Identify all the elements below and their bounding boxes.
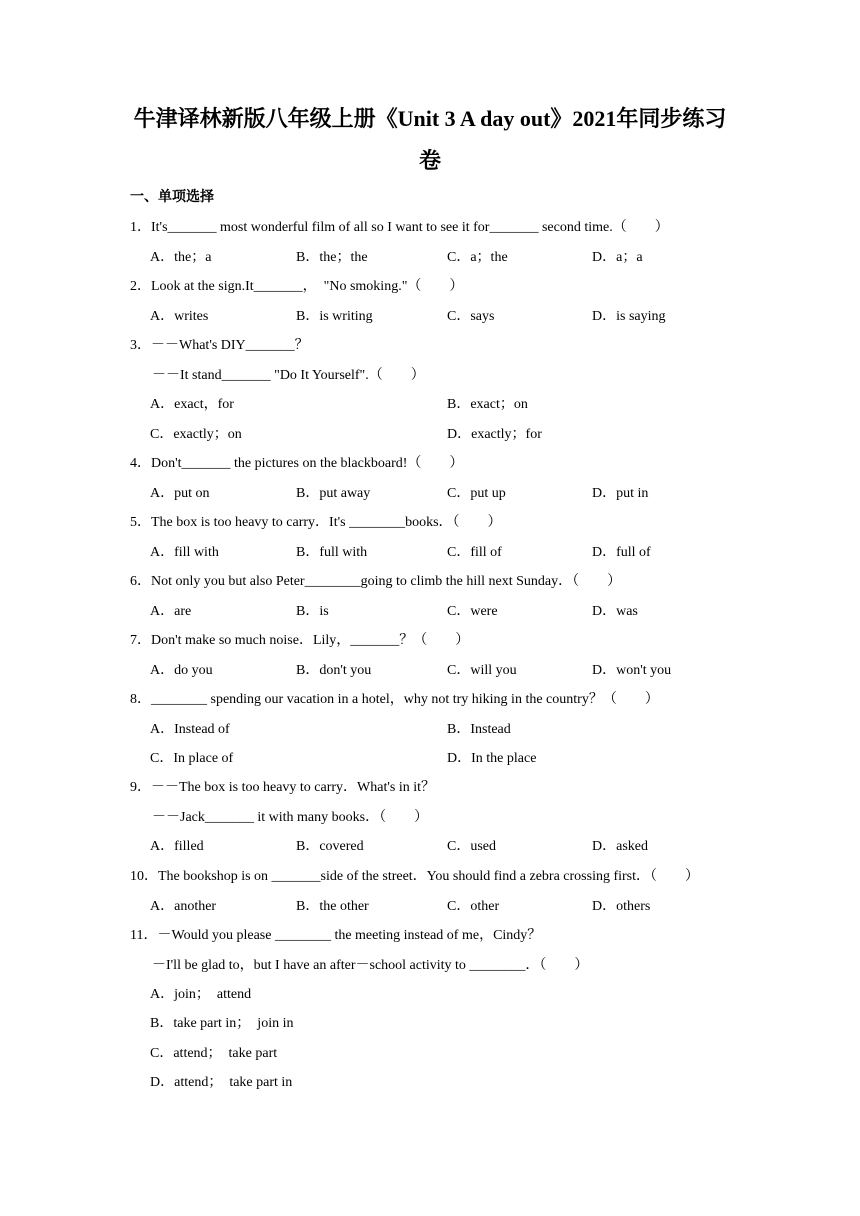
q2-option-a: A．writes	[150, 309, 209, 324]
q4-option-c: C．put up	[447, 486, 506, 501]
q7-option-c: C．will you	[447, 663, 517, 678]
question-10: 10．The bookshop is on _______side of the street．You should find a zebra crossing first．（ ）	[130, 869, 700, 884]
q3-option-d: D．exactly；for	[447, 427, 542, 442]
q9-option-d: D．asked	[592, 839, 648, 854]
q6-option-c: C．were	[447, 604, 498, 619]
q2-option-b: B．is writing	[296, 309, 373, 324]
q8-option-b: B．Instead	[447, 722, 511, 737]
q4-option-b: B．put away	[296, 486, 371, 501]
question-4: 4．Don't_______ the pictures on the blackboard!（ ）	[130, 456, 464, 471]
q1-option-a: A．the；a	[150, 250, 212, 265]
question-9-sub: －－Jack_______ it with many books．（ ）	[152, 810, 429, 825]
question-11: 11．－Would you please ________ the meeting instead of me，Cindy？	[130, 928, 542, 943]
q1-option-b: B．the；the	[296, 250, 368, 265]
question-9: 9．－－The box is too heavy to carry．What's in it？	[130, 780, 436, 795]
q5-option-a: A．fill with	[150, 545, 219, 560]
q1-option-d: D．a；a	[592, 250, 643, 265]
question-7: 7．Don't make so much noise．Lily，_______？（ ）	[130, 633, 470, 648]
q5-option-b: B．full with	[296, 545, 368, 560]
q7-option-b: B．don't you	[296, 663, 372, 678]
question-3-sub: －－It stand_______ "Do It Yourself".（ ）	[152, 368, 425, 383]
q2-option-d: D．is saying	[592, 309, 666, 324]
q6-option-a: A．are	[150, 604, 192, 619]
q8-option-c: C．In place of	[150, 751, 234, 766]
q11-option-b: B．take part in； join in	[150, 1016, 294, 1031]
q3-option-a: A．exact，for	[150, 397, 234, 412]
question-8: 8．________ spending our vacation in a hotel，why not try hiking in the country？（ ）	[130, 692, 659, 707]
q10-option-b: B．the other	[296, 899, 369, 914]
q7-option-d: D．won't you	[592, 663, 672, 678]
q5-option-d: D．full of	[592, 545, 651, 560]
q10-option-a: A．another	[150, 899, 217, 914]
question-2: 2．Look at the sign.It_______， "No smoking."（ ）	[130, 279, 464, 294]
q6-option-b: B．is	[296, 604, 329, 619]
q4-option-d: D．put in	[592, 486, 649, 501]
q2-option-c: C．says	[447, 309, 495, 324]
question-1: 1．It's_______ most wonderful film of all so I want to see it for_______ second time.（ ）	[130, 220, 669, 235]
document-title-continued: 卷	[418, 148, 441, 173]
question-6: 6．Not only you but also Peter________going to climb the hill next Sunday．（ ）	[130, 574, 622, 589]
q3-option-b: B．exact；on	[447, 397, 528, 412]
document-title: 牛津译林新版八年级上册《Unit 3 A day out》2021年同步练习	[133, 106, 727, 131]
q7-option-a: A．do you	[150, 663, 213, 678]
q5-option-c: C．fill of	[447, 545, 502, 560]
question-11-sub: －I'll be glad to，but I have an after－school activity to ________．（ ）	[152, 958, 589, 973]
q8-option-d: D．In the place	[447, 751, 537, 766]
q6-option-d: D．was	[592, 604, 638, 619]
question-3: 3．－－What's DIY_______？	[130, 338, 309, 353]
q10-option-c: C．other	[447, 899, 500, 914]
q9-option-c: C．used	[447, 839, 496, 854]
q4-option-a: A．put on	[150, 486, 210, 501]
q9-option-a: A．filled	[150, 839, 204, 854]
q11-option-d: D．attend； take part in	[150, 1075, 293, 1090]
q11-option-a: A．join； attend	[150, 987, 252, 1002]
section-heading: 一、单项选择	[130, 190, 214, 205]
q8-option-a: A．Instead of	[150, 722, 230, 737]
q10-option-d: D．others	[592, 899, 651, 914]
q9-option-b: B．covered	[296, 839, 364, 854]
question-5: 5．The box is too heavy to carry．It's ________books．（ ）	[130, 515, 502, 530]
q3-option-c: C．exactly；on	[150, 427, 242, 442]
q11-option-c: C．attend； take part	[150, 1046, 278, 1061]
q1-option-c: C．a；the	[447, 250, 508, 265]
